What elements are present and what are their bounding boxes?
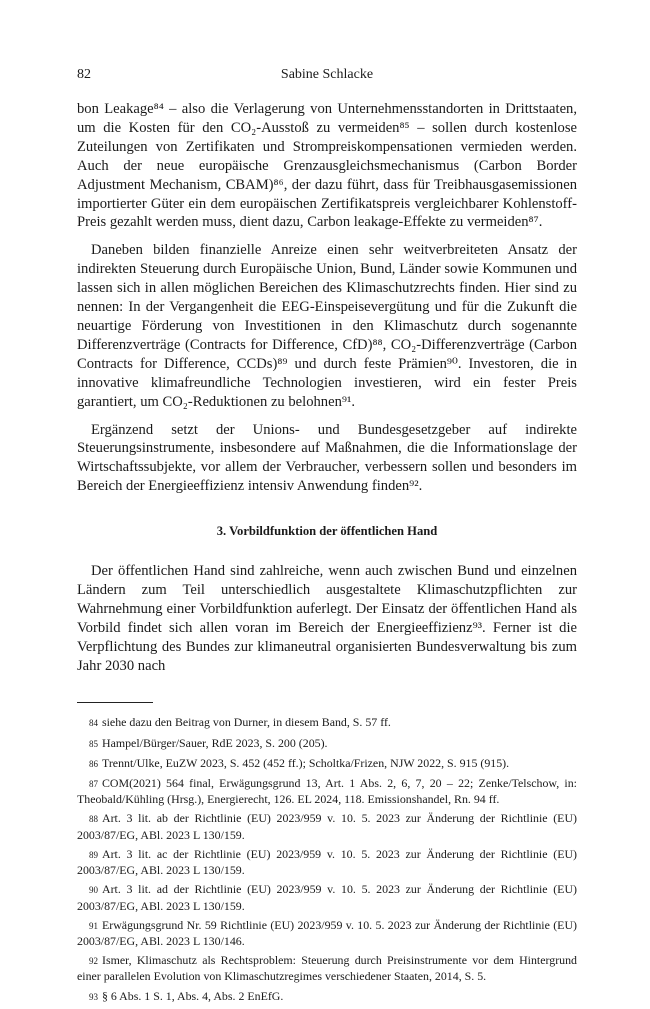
- footnote-88: [77, 811, 577, 842]
- section-heading: 3. Vorbildfunktion der öffentlichen Hand: [216, 524, 438, 539]
- footnote-85: [77, 736, 577, 752]
- paragraph-1: bon Leakage⁸⁴ – also die Verlagerung von Unternehmensstandorten in Drittstaaten, um die Kosten für den CO₂-Ausstoß zu vermeiden⁸⁵ – sollen durch kostenlose Zuteilungen von Zertifikaten und Strompreiskompensationen vermieden werden. Auch der neue europäische Grenzausgleichsmechanismus (Carbon Border Adjustment Mechanism, CBAM)⁸⁶, der dazu führt, dass für Treibhausgasemissionen importierter Güter ein dem europäischen Zertifikatspreis vergleichbarer Kohlenstoff-Preis gezahlt werden muss, dient dazu, Carbon leakage-Effekte zu vermeiden⁸⁷.: [77, 101, 577, 231]
- paragraph-3: Ergänzend setzt der Unions- und Bundesgesetzgeber auf indirekte Steuerungsinstrumente, insbesondere auf Maßnahmen, die die Informationslage der Wirtschaftssubjekte, vor allem der Verbraucher, verbessern sollen und besonders im Bereich der Energieeffizienz intensiv Anwendung finden⁹².: [77, 421, 577, 495]
- footnote-87: [77, 776, 577, 807]
- running-title: Sabine Schlacke: [280, 67, 374, 82]
- footnote-text: siehe dazu den Beitrag von Durner, in diesem Band, S. 57 ff.: [102, 715, 391, 730]
- footnote-number: 89: [89, 849, 98, 860]
- body-text: [77, 100, 577, 675]
- footnote-text: Art. 3 lit. ac der Richtlinie (EU) 2023/959 v. 10. 5. 2023 zur Änderung der Richtlinie (EU) 2003/87/EG, ABl. 2023 L 130/159.: [77, 846, 577, 878]
- footnote-text: Trennt/Ulke, EuZW 2023, S. 452 (452 ff.); Scholtka/Frizen, NJW 2022, S. 915 (915).: [102, 755, 510, 770]
- footnote-89: [77, 847, 577, 878]
- footnote-92: [77, 953, 577, 984]
- footnote-91: [77, 918, 577, 949]
- footnote-86: [77, 756, 577, 772]
- page-header: [77, 64, 577, 86]
- footnote-text: Ismer, Klimaschutz als Rechtsproblem: Steuerung durch Preisinstrumente vor dem Hintergrund einer parallelen Evolution von Klimaschutzregimes verschiedener Staaten, 2014, S. 5.: [77, 953, 577, 984]
- paragraph-2: Daneben bilden finanzielle Anreize einen sehr weitverbreiteten Ansatz der indirekten Steuerung durch Europäische Union, Bund, Länder sowie Kommunen und lassen sich in allen möglichen Bereichen des Klimaschutzrechts finden. Hier sind zu nennen: In der Vergangenheit die EEG-Einspeisevergütung und für die Zukunft die neuartige Förderung von Investitionen in den Klimaschutz durch sogenannte Differenzverträge (Contracts for Difference, CfD)⁸⁸, CO₂-Differenzverträge (Carbon Contracts for Difference, CCDs)⁸⁹ und durch feste Prämien⁹⁰. Investoren, die in innovative klimafreundliche Technologien investieren, wird ein fester Preis garantiert, um CO₂-Reduktionen zu belohnen⁹¹.: [77, 242, 577, 410]
- footnote-number: 91: [89, 920, 98, 931]
- footnote-text: Art. 3 lit. ad der Richtlinie (EU) 2023/959 v. 10. 5. 2023 zur Änderung der Richtlinie (EU) 2003/87/EG, ABl. 2023 L 130/159.: [77, 882, 577, 913]
- footnote-number: 88: [89, 814, 98, 825]
- footnote-number: 87: [89, 779, 98, 790]
- footnote-90: [77, 882, 577, 913]
- document-page: [77, 64, 577, 1009]
- footnote-text: § 6 Abs. 1 S. 1, Abs. 4, Abs. 2 EnEfG.: [102, 988, 284, 1003]
- footnote-number: 93: [89, 991, 98, 1002]
- footnote-text: Art. 3 lit. ab der Richtlinie (EU) 2023/959 v. 10. 5. 2023 zur Änderung der Richtlinie (EU) 2003/87/EG, ABl. 2023 L 130/159.: [77, 811, 577, 842]
- footnote-text: COM(2021) 564 final, Erwägungsgrund 13, Art. 1 Abs. 2, 6, 7, 20 – 22; Zenke/Telschow, in: Theobald/Kühling (Hrsg.), Energierecht, 126. EL 2024, 118. Emissionshandel, Rn. 94 ff.: [77, 776, 577, 807]
- footnote-93: [77, 989, 577, 1005]
- footnote-number: 84: [89, 718, 98, 729]
- footnote-number: 86: [89, 758, 98, 769]
- page-number: 82: [77, 67, 91, 82]
- footnote-84: [77, 715, 577, 731]
- footnote-number: 92: [89, 956, 98, 967]
- footnote-number: 85: [89, 738, 98, 749]
- paragraph-4: Der öffentlichen Hand sind zahlreiche, wenn auch zwischen Bund und einzelnen Ländern zum Teil unterschiedlich ausgestaltete Klimaschutzpflichten zur Wahrnehmung einer Vorbildfunktion auferlegt. Der Einsatz der öffentlichen Hand als Vorbild findet sich allen voran im Bereich der Energieeffizienz⁹³. Ferner ist die Verpflichtung des Bundes zur klimaneutral organisierten Bundesverwaltung bis zum Jahr 2030 nach: [77, 563, 577, 674]
- footnotes: [77, 715, 577, 1004]
- footnote-separator: [77, 702, 153, 703]
- footnote-text: Erwägungsgrund Nr. 59 Richtlinie (EU) 2023/959 v. 10. 5. 2023 zur Änderung der Richtlinie (EU) 2003/87/EG, ABl. 2023 L 130/146.: [77, 917, 577, 948]
- footnote-number: 90: [89, 885, 98, 896]
- footnote-text: Hampel/Bürger/Sauer, RdE 2023, S. 200 (205).: [102, 735, 328, 750]
